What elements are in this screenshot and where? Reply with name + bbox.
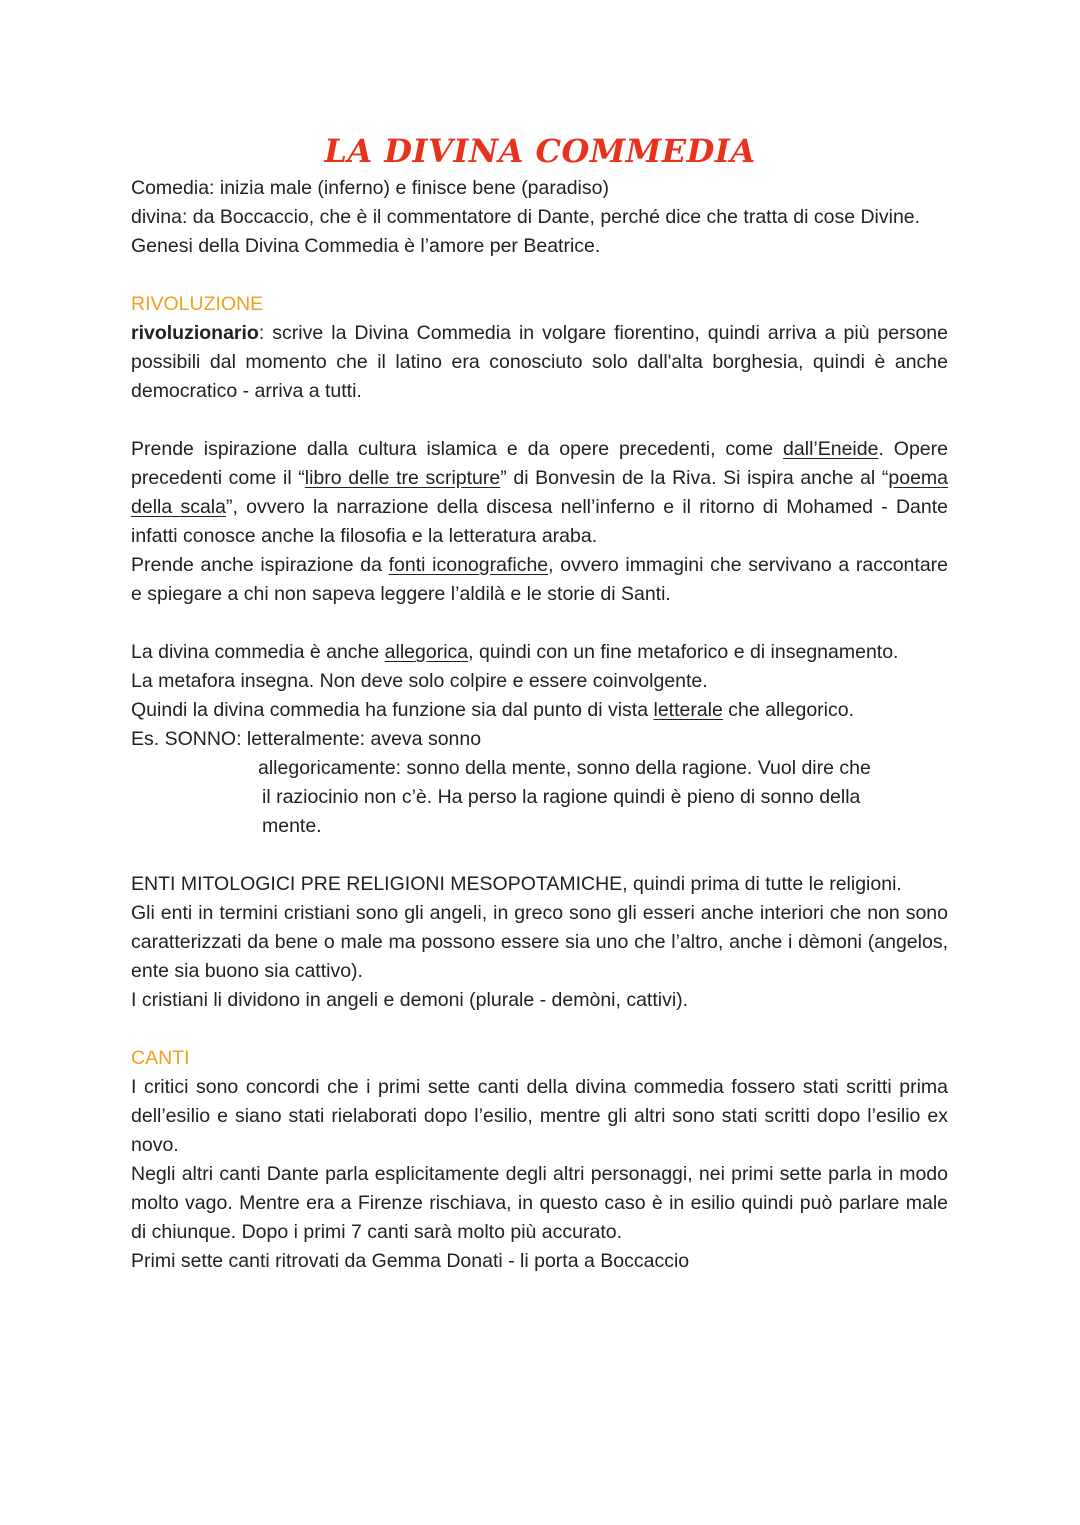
- example-line: allegoricamente: sonno della mente, sonno della ragione. Vuol dire che: [258, 757, 871, 779]
- underlined-term: allegorica: [384, 641, 469, 663]
- underlined-term: letterale: [653, 699, 723, 721]
- example-line: mente.: [262, 815, 322, 837]
- underlined-term: fonti iconografiche: [388, 554, 549, 576]
- underlined-term: dall’Eneide: [783, 438, 879, 460]
- paragraph: I critici sono concordi che i primi sette canti della divina commedia fossero stati scritti prima dell’esilio e siano stati rielaborati dopo l’esilio, mentre gli altri sono stati scritti dopo l’esilio ex novo.: [131, 1076, 948, 1156]
- paragraph: Prende ispirazione dalla cultura islamica e da opere precedenti, come dall’Eneide. Opere precedenti come il “libro delle tre scripture” di Bonvesin de la Riva. Si ispira anche al “poema della scala”, ovvero la narrazione della discesa nell’inferno e il ritorno di Mohamed - Dante infatti conosce anche la filosofia e la letteratura araba.: [131, 438, 949, 547]
- underlined-term: poema della scala: [131, 467, 948, 518]
- paragraph: La metafora insegna. Non deve solo colpire e essere coinvolgente.: [131, 670, 708, 692]
- paragraph: ENTI MITOLOGICI PRE RELIGIONI MESOPOTAMICHE, quindi prima di tutte le religioni.: [131, 873, 902, 895]
- section-heading-rivoluzione: RIVOLUZIONE: [131, 293, 264, 315]
- example-line: Es. SONNO: letteralmente: aveva sonno: [131, 728, 482, 750]
- intro-paragraph: divina: da Boccaccio, che è il commentatore di Dante, perché dice che tratta di cose Divine.: [131, 206, 921, 228]
- example-line: il raziocinio non c’è. Ha perso la ragione quindi è pieno di sonno della: [262, 786, 861, 808]
- intro-paragraph: Comedia: inizia male (inferno) e finisce bene (paradiso): [131, 177, 609, 199]
- intro-paragraph: Genesi della Divina Commedia è l’amore per Beatrice.: [131, 235, 601, 257]
- paragraph: La divina commedia è anche allegorica, quindi con un fine metaforico e di insegnamento.: [131, 641, 899, 663]
- paragraph: Gli enti in termini cristiani sono gli angeli, in greco sono gli esseri anche interiori che non sono caratterizzati da bene o male ma possono essere sia uno che l’altro, anche i dèmoni (angelos, ente sia buono sia cattivo).: [131, 902, 948, 982]
- section-heading-canti: CANTI: [131, 1047, 190, 1069]
- paragraph: Quindi la divina commedia ha funzione sia dal punto di vista letterale che allegorico.: [131, 699, 855, 721]
- underlined-term: libro delle tre scripture: [304, 467, 501, 489]
- paragraph: Negli altri canti Dante parla esplicitamente degli altri personaggi, nei primi sette parla in modo molto vago. Mentre era a Firenze rischiava, in questo caso è in esilio quindi può parlare male di chiunque. Dopo i primi 7 canti sarà molto più accurato.: [131, 1163, 948, 1243]
- paragraph: I cristiani li dividono in angeli e demoni (plurale - demòni, cattivi).: [131, 989, 689, 1011]
- paragraph: Prende anche ispirazione da fonti iconografiche, ovvero immagini che servivano a raccontare e spiegare a chi non sapeva leggere l’aldilà e le storie di Santi.: [131, 554, 948, 605]
- document-title: LA DIVINA COMMEDIA: [324, 132, 756, 170]
- bold-term: rivoluzionario: [131, 322, 259, 344]
- document-body: [131, 174, 948, 1276]
- paragraph: Primi sette canti ritrovati da Gemma Donati - li porta a Boccaccio: [131, 1250, 690, 1272]
- paragraph: rivoluzionario: scrive la Divina Commedia in volgare fiorentino, quindi arriva a più persone possibili dal momento che il latino era conosciuto solo dall'alta borghesia, quindi è anche democratico - arriva a tutti.: [131, 322, 948, 402]
